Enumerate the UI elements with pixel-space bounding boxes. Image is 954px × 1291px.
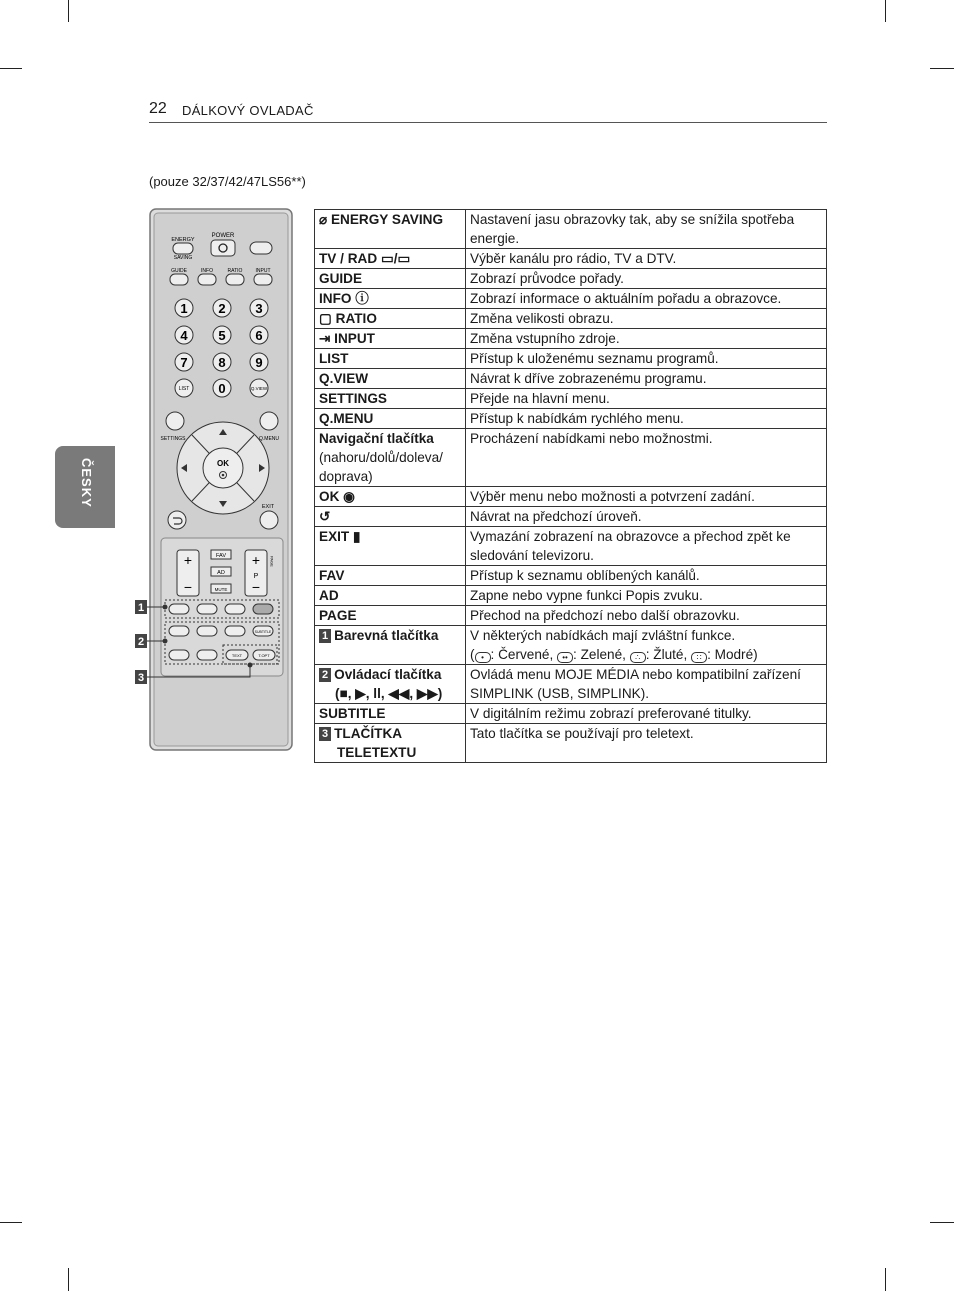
- tv-radio-icon: ▭/▭: [380, 251, 411, 266]
- table-row: [315, 507, 827, 527]
- remote-label-power: POWER: [211, 233, 235, 239]
- guide-button: [170, 274, 188, 285]
- red-button-icon: •: [475, 652, 491, 663]
- back-button: [168, 511, 186, 529]
- button-name: Q.VIEW: [315, 369, 466, 389]
- crop-mark: [930, 1222, 954, 1223]
- button-description: V digitálním režimu zobrazí preferované titulky.: [466, 704, 827, 724]
- yellow-button-icon: ∴: [630, 652, 646, 663]
- callout-3: 3: [137, 672, 145, 684]
- language-tab-label: ČESKY: [79, 458, 94, 508]
- blue-button-icon: ∷: [691, 652, 707, 663]
- button-name: EXIT: [319, 529, 350, 544]
- table-row: [315, 329, 827, 349]
- crop-mark: [930, 68, 954, 69]
- button-name: Ovládací tlačítka: [334, 667, 442, 682]
- button-name: Navigační tlačítka: [319, 431, 434, 446]
- digit-4: 4: [180, 328, 188, 343]
- table-row: [315, 269, 827, 289]
- tv-rad-button: [250, 242, 272, 254]
- settings-button: [166, 412, 184, 430]
- button-name: ENERGY SAVING: [330, 212, 444, 227]
- button-description: Vymazání zobrazení na obrazovce a přechod zpět ke sledování televizoru.: [466, 527, 827, 566]
- table-row: [315, 487, 827, 507]
- remote-label-energy: ENERGY: [171, 237, 195, 243]
- remote-label-p: P: [253, 573, 259, 580]
- model-note: (pouze 32/37/42/47LS56**): [149, 174, 306, 189]
- ok-icon: ◉: [343, 489, 356, 504]
- digit-3: 3: [255, 301, 263, 316]
- callout-2: 2: [137, 636, 145, 648]
- table-row: [315, 606, 827, 626]
- button-function-table: [314, 209, 827, 763]
- crop-mark: [0, 68, 22, 69]
- section-title: DÁLKOVÝ OVLADAČ: [182, 103, 314, 118]
- color-blue-label: : Modré): [707, 647, 758, 662]
- button-description: Přechod na předchozí nebo další obrazovku.: [466, 606, 827, 626]
- button-name-detail: TELETEXTU: [337, 745, 417, 760]
- button-name: FAV: [315, 566, 466, 586]
- page-number: 22: [149, 100, 167, 117]
- button-name: AD: [315, 586, 466, 606]
- info-icon: ⓘ: [355, 291, 369, 306]
- crop-mark: [0, 1222, 22, 1223]
- remote-label-subtitle: SUBTITLE: [254, 630, 272, 634]
- callout-markers: [132, 598, 272, 688]
- button-description: V některých nabídkách mají zvláštní funkce.: [470, 628, 736, 643]
- q-menu-button: [260, 412, 278, 430]
- table-row: [315, 349, 827, 369]
- svg-text:+: +: [251, 552, 261, 568]
- remote-label-settings: SETTINGS: [160, 436, 186, 442]
- green-button-icon: ••: [557, 652, 573, 663]
- button-description: Návrat k dříve zobrazenému programu.: [466, 369, 827, 389]
- button-name: Barevná tlačítka: [334, 628, 439, 643]
- button-description: Nastavení jasu obrazovky tak, aby se snížila spotřeba energie.: [466, 210, 827, 249]
- button-description: Přejde na hlavní menu.: [466, 389, 827, 409]
- page-header: [149, 100, 827, 123]
- digit-5: 5: [218, 328, 226, 343]
- table-row: [315, 309, 827, 329]
- button-description: Tato tlačítka se používají pro teletext.: [466, 724, 827, 763]
- input-icon: ⇥: [319, 331, 331, 346]
- digit-8: 8: [218, 355, 226, 370]
- table-row: [315, 566, 827, 586]
- button-description: Přístup k seznamu oblíbených kanálů.: [466, 566, 827, 586]
- language-tab: [55, 446, 115, 528]
- button-name: TV / RAD: [319, 251, 378, 266]
- svg-text:+: +: [183, 552, 193, 568]
- button-name: TLAČÍTKA: [334, 726, 403, 741]
- remote-label-qview: Q.VIEW: [250, 386, 268, 391]
- digit-6: 6: [255, 328, 263, 343]
- remote-label-exit: EXIT: [261, 504, 275, 510]
- button-name: INPUT: [334, 331, 375, 346]
- info-button: [198, 274, 216, 285]
- remote-label-text: TEXT: [231, 653, 243, 658]
- digit-0: 0: [218, 381, 226, 396]
- button-name: PAGE: [315, 606, 466, 626]
- back-icon: ↺: [319, 509, 331, 524]
- remote-label-saving: SAVING: [173, 255, 193, 261]
- remote-label-ad: AD: [217, 570, 225, 576]
- crop-mark: [68, 1268, 69, 1291]
- remote-label-page: PAGE: [269, 556, 275, 567]
- remote-label-guide: GUIDE: [171, 268, 187, 274]
- color-green-label: : Zelené,: [573, 647, 626, 662]
- color-red-label: : Červené,: [490, 647, 554, 662]
- exit-button: [260, 511, 278, 529]
- button-name: RATIO: [335, 311, 377, 326]
- table-row: [315, 724, 827, 763]
- button-name: GUIDE: [315, 269, 466, 289]
- crop-mark: [885, 1268, 886, 1291]
- button-description: Zapne nebo vypne funkci Popis zvuku.: [466, 586, 827, 606]
- table-row: [315, 369, 827, 389]
- remote-label-ratio: RATIO: [227, 268, 243, 274]
- button-description: Přístup k uloženému seznamu programů.: [466, 349, 827, 369]
- button-name-detail: (■, ▶, ll, ◀◀, ▶▶): [335, 686, 443, 701]
- button-description: Změna vstupního zdroje.: [466, 329, 827, 349]
- button-name: SETTINGS: [315, 389, 466, 409]
- button-description: Zobrazí informace o aktuálním pořadu a obrazovce.: [466, 289, 827, 309]
- ratio-button: [226, 274, 244, 285]
- table-row: [315, 249, 827, 269]
- callout-badge: 1: [319, 629, 331, 643]
- table-row: [315, 704, 827, 724]
- table-row: [315, 665, 827, 704]
- power-button: [211, 240, 235, 256]
- svg-text:−: −: [183, 579, 193, 595]
- remote-label-qmenu: Q.MENU: [259, 436, 279, 442]
- button-name-detail: (nahoru/dolů/doleva/ doprava): [319, 450, 443, 484]
- digit-9: 9: [255, 355, 263, 370]
- button-name: OK: [319, 489, 340, 504]
- button-description: Procházení nabídkami nebo možnostmi.: [466, 429, 827, 487]
- button-name: Q.MENU: [315, 409, 466, 429]
- remote-label-mute: MUTE: [214, 587, 228, 592]
- remote-label-ok: OK: [217, 459, 229, 468]
- button-description: Výběr menu nebo možnosti a potvrzení zadání.: [466, 487, 827, 507]
- remote-label-list: LIST: [178, 386, 190, 392]
- table-row: 1 Barevná tlačítka V některých nabídkách mají zvláštní funkce. ( • : Červené, •• : Zelené, ∴ : Žluté, ∷ : Modré): [315, 626, 827, 665]
- remote-label-topt: T.OPT: [258, 653, 270, 658]
- button-description: Výběr kanálu pro rádio, TV a DTV.: [466, 249, 827, 269]
- button-description: Změna velikosti obrazu.: [466, 309, 827, 329]
- input-button: [254, 274, 272, 285]
- crop-mark: [68, 0, 69, 22]
- callout-badge: 2: [319, 668, 331, 682]
- button-name: SUBTITLE: [315, 704, 466, 724]
- button-description: Ovládá menu MOJE MÉDIA nebo kompatibilní zařízení SIMPLINK (USB, SIMPLINK).: [466, 665, 827, 704]
- button-description: Přístup k nabídkám rychlého menu.: [466, 409, 827, 429]
- digit-1: 1: [180, 301, 188, 316]
- callout-badge: 3: [319, 727, 331, 741]
- button-name: LIST: [315, 349, 466, 369]
- ratio-icon: ▢: [319, 311, 332, 326]
- button-description: Zobrazí průvodce pořady.: [466, 269, 827, 289]
- callout-1: 1: [137, 602, 145, 614]
- button-name: INFO: [319, 291, 352, 306]
- remote-label-info: INFO: [201, 268, 213, 274]
- exit-icon: ▮: [353, 529, 361, 544]
- digit-2: 2: [218, 301, 226, 316]
- ok-button: [203, 448, 243, 488]
- table-row: [315, 527, 827, 566]
- remote-label-fav: FAV: [216, 553, 226, 559]
- table-row: [315, 289, 827, 309]
- digit-7: 7: [180, 355, 188, 370]
- button-description: Návrat na předchozí úroveň.: [466, 507, 827, 527]
- remote-label-input: INPUT: [255, 268, 271, 274]
- svg-text:−: −: [251, 579, 261, 595]
- table-row: [315, 429, 827, 487]
- energy-saving-button: [173, 243, 193, 254]
- table-row: [315, 210, 827, 249]
- table-row: [315, 586, 827, 606]
- energy-saving-icon: ⌀: [319, 212, 328, 227]
- table-row: [315, 409, 827, 429]
- table-row: [315, 389, 827, 409]
- color-yellow-label: : Žluté,: [645, 647, 688, 662]
- crop-mark: [885, 0, 886, 22]
